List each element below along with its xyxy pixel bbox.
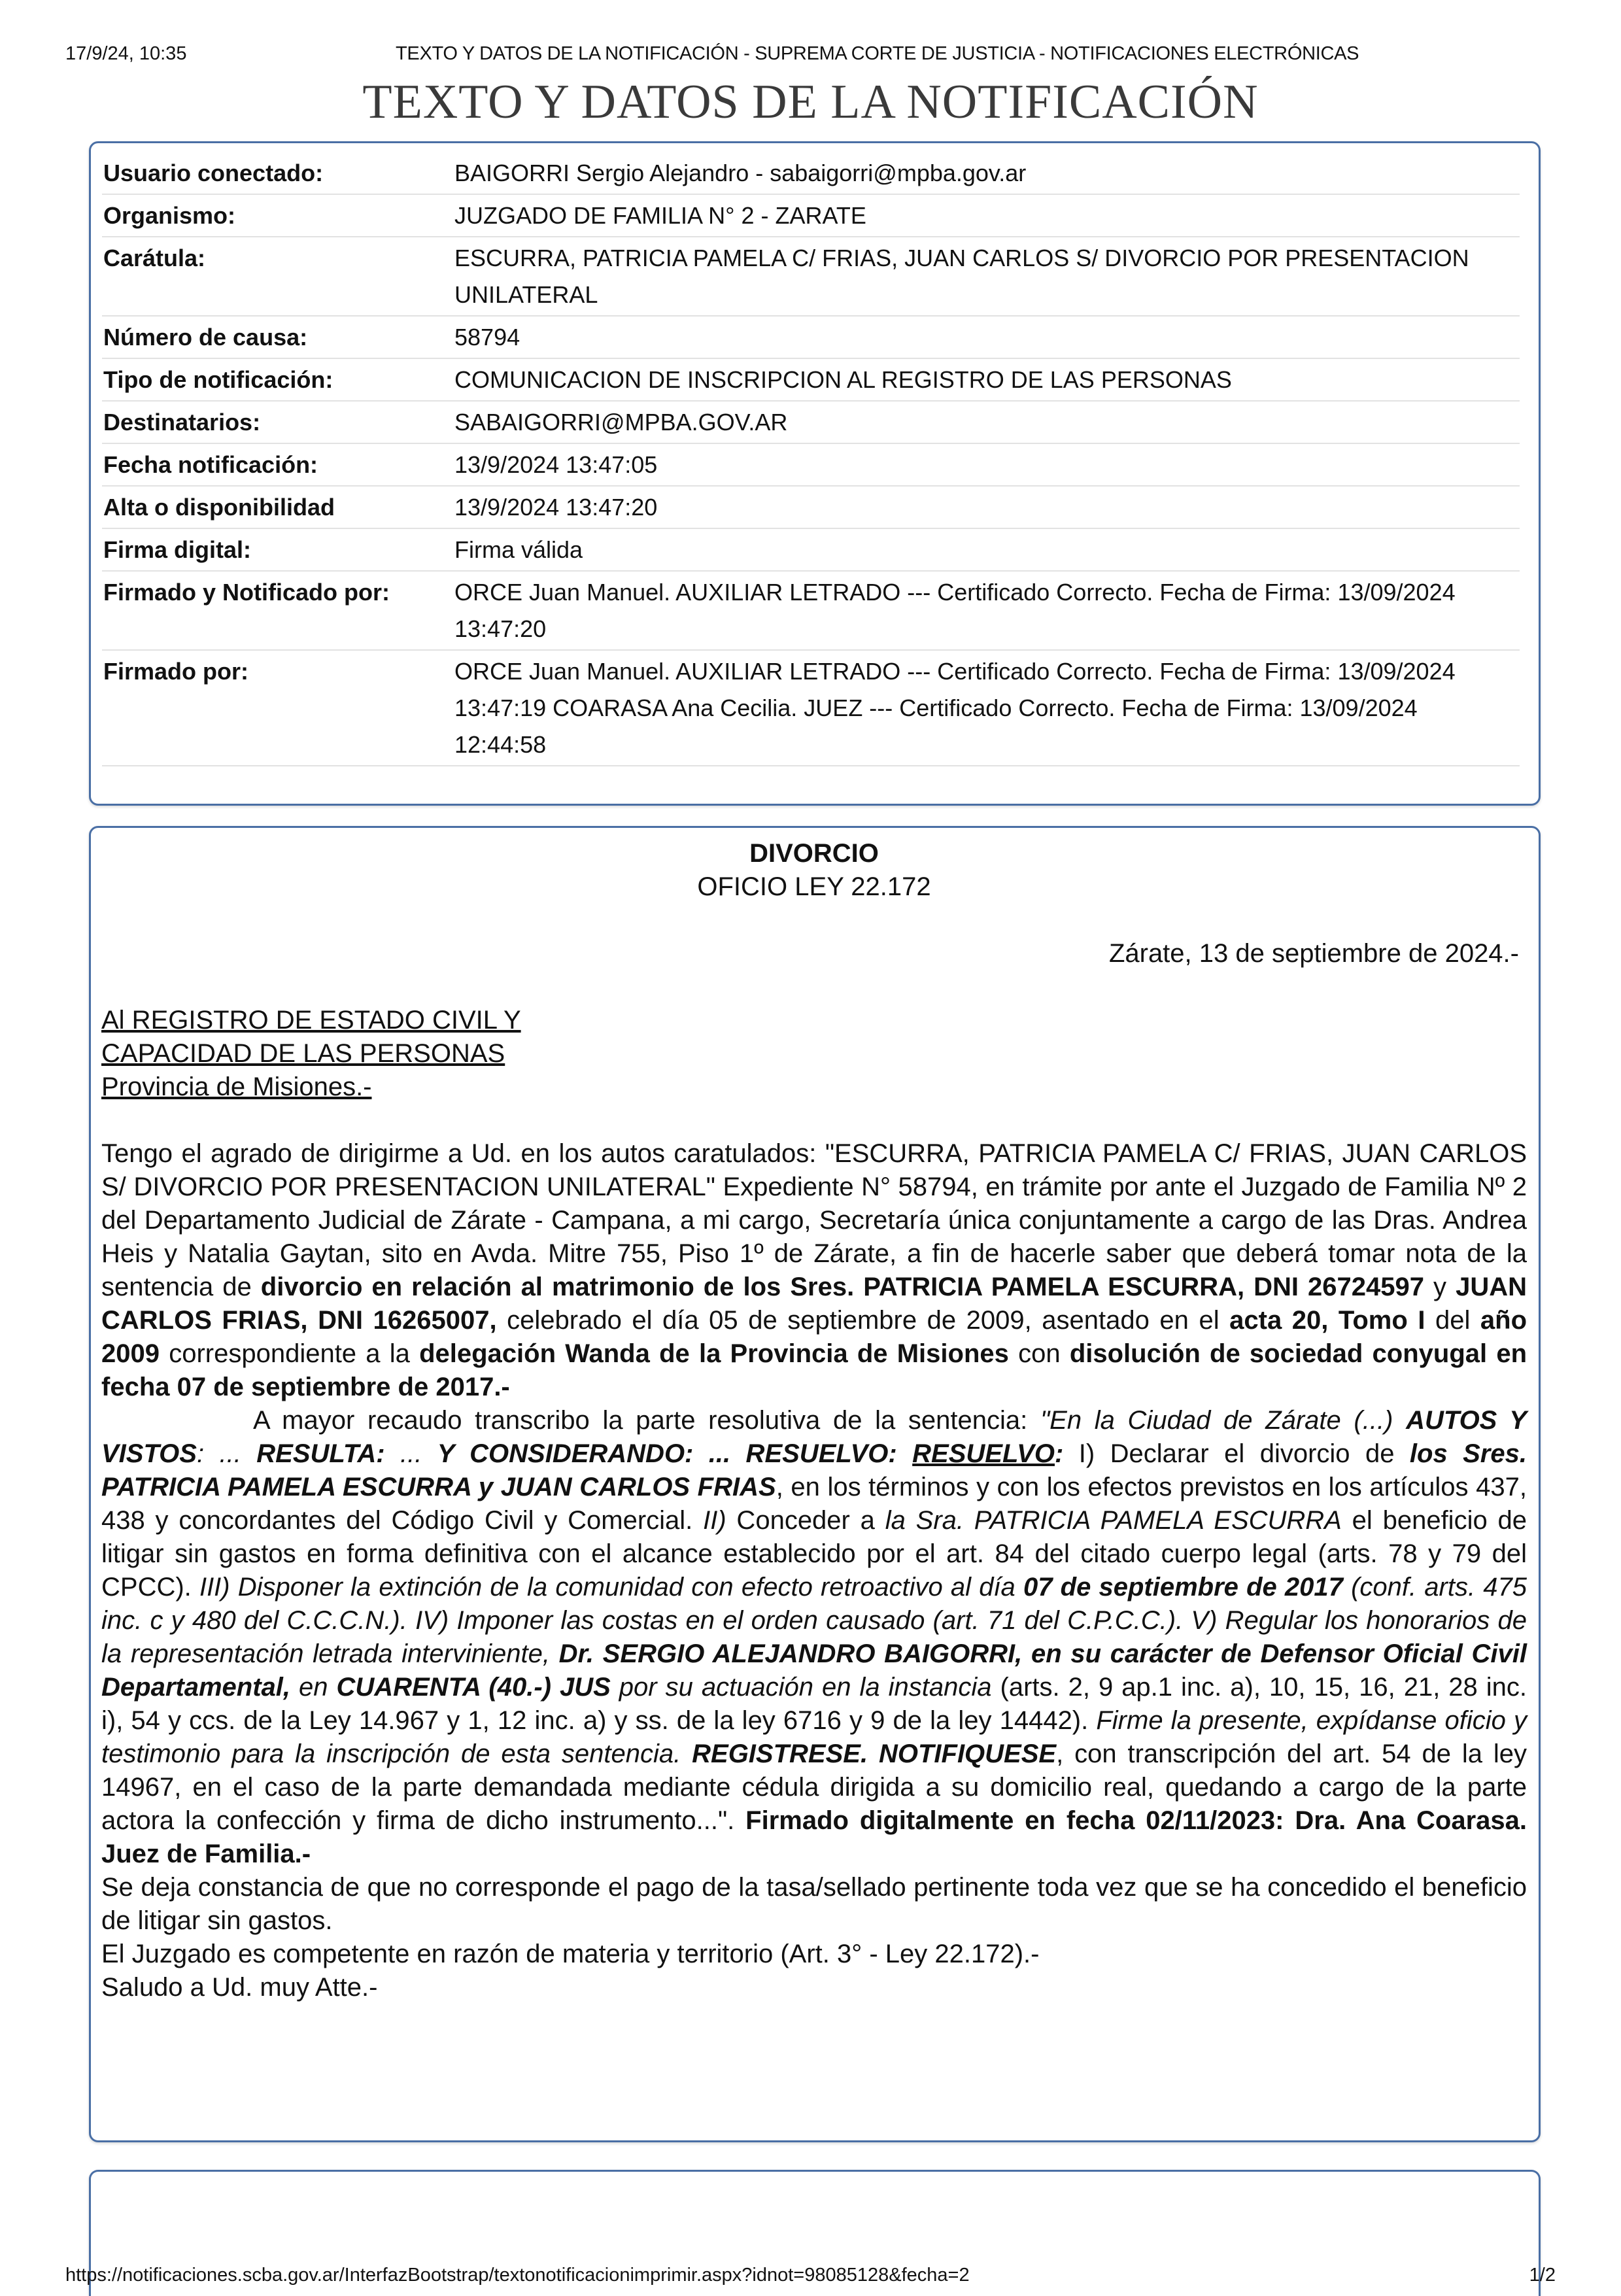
detail-row <box>102 529 1520 572</box>
print-header-title: TEXTO Y DATOS DE LA NOTIFICACIÓN - SUPREMA CORTE DE JUSTICIA - NOTIFICACIONES ELECTRÓNICAS <box>396 43 1359 64</box>
detail-label: Alta o disponibilidad <box>103 494 335 521</box>
detail-row <box>102 487 1520 529</box>
detail-row <box>102 651 1520 766</box>
detail-label: Organismo: <box>103 202 236 229</box>
detail-row <box>102 237 1520 317</box>
detail-value: 13/9/2024 13:47:20 <box>454 494 658 521</box>
detail-label: Firmado por: <box>103 658 248 685</box>
addressee-line: Al REGISTRO DE ESTADO CIVIL Y <box>101 1006 521 1035</box>
page-title: TEXTO Y DATOS DE LA NOTIFICACIÓN <box>362 75 1259 129</box>
detail-row <box>102 402 1520 444</box>
detail-label: Carátula: <box>103 245 206 271</box>
detail-value: ESCURRA, PATRICIA PAMELA C/ FRIAS, JUAN CARLOS S/ DIVORCIO POR PRESENTACION UNILATERAL <box>454 245 1469 308</box>
paragraph-fee-note: Se deja constancia de que no corresponde el pago de la tasa/sellado pertinente toda vez que se ha concedido el beneficio de litigar sin gastos. <box>101 1873 1527 1935</box>
document-subheading: OFICIO LEY 22.172 <box>697 872 931 901</box>
detail-value: 58794 <box>454 324 520 351</box>
paragraph-sentence: A mayor recaudo transcribo la parte resolutiva de la sentencia: "En la Ciudad de Zárate (...) AUTOS Y VISTOS: ... RESULTA: ... Y CONSIDERANDO: ... RESUELVO: RESUELVO: I) Declarar el divorcio de los Sres. PATRICIA PAMELA ESCURRA y JUAN CARLOS FRIAS, en los términos y con los efectos previstos en los artículos 437, 438 y concordantes del Código Civil y Comercial. II) Conceder a la Sra. PATRICIA PAMELA ESCURRA el beneficio de litigar sin gastos en forma definitiva con el alcance establecido por el art. 84 del citado cuerpo legal (arts. 78 y 79 del CPCC). III) Disponer la extinción de la comunidad con efecto retroactivo al día 07 de septiembre de 2017 (conf. arts. 475 inc. c y 480 del C.C.C.N.). IV) Imponer las costas en el orden causado (art. 71 del C.P.C.C.). V) Regular los honorarios de la representación letrada interviniente, Dr. SERGIO ALEJANDRO BAIGORRI, en su carácter de Defensor Oficial Civil Departamental, en CUARENTA (40.-) JUS por su actuación en la instancia (arts. 2, 9 ap.1 inc. a), 10, 15, 16, 21, 28 inc. i), 54 y ccs. de la Ley 14.967 y 1, 12 inc. a) y ss. de la ley 6716 y 9 de la ley 14442). Firme la presente, expídanse oficio y testimonio para la inscripción de esta sentencia. REGISTRESE. NOTIFIQUESE, con transcripción del art. 54 de la ley 14967, en el caso de la parte demandada mediante cédula dirigida a su domicilio real, quedando a cargo de la parte actora la confección y firma de dicho instrumento...". Firmado digitalmente en fecha 02/11/2023: Dra. Ana Coarasa. Juez de Familia.- <box>101 1406 1527 1868</box>
detail-value: SABAIGORRI@MPBA.GOV.AR <box>454 409 788 436</box>
detail-value: 13/9/2024 13:47:05 <box>454 451 658 478</box>
print-footer-url: https://notificaciones.scba.gov.ar/InterfazBootstrap/textonotificacionimprimir.aspx?idnot=98085128&fecha=2 <box>65 2265 970 2286</box>
detail-value: BAIGORRI Sergio Alejandro - sabaigorri@mpba.gov.ar <box>454 160 1027 186</box>
detail-row <box>102 317 1520 359</box>
detail-row <box>102 572 1520 651</box>
detail-label: Tipo de notificación: <box>103 366 333 393</box>
detail-label: Firmado y Notificado por: <box>103 579 390 606</box>
detail-label: Firma digital: <box>103 536 252 563</box>
notification-details-panel <box>89 141 1541 806</box>
addressee-line: CAPACIDAD DE LAS PERSONAS <box>101 1039 505 1068</box>
detail-label: Destinatarios: <box>103 409 261 436</box>
detail-row <box>102 359 1520 402</box>
closing-line: Saludo a Ud. muy Atte.- <box>101 1973 378 2002</box>
detail-row <box>102 444 1520 487</box>
detail-label: Número de causa: <box>103 324 308 351</box>
paragraph-intro: Tengo el agrado de dirigirme a Ud. en los autos caratulados: "ESCURRA, PATRICIA PAMELA C/ FRIAS, JUAN CARLOS S/ DIVORCIO POR PRESENTACION UNILATERAL" Expediente N° 58794, en trámite por ante el Juzgado de Familia Nº 2 del Departamento Judicial de Zárate - Campana, a mi cargo, Secretaría única conjuntamente a cargo de las Dras. Andrea Heis y Natalia Gaytan, sito en Avda. Mitre 755, Piso 1º de Zárate, a fin de hacerle saber que deberá tomar nota de la sentencia de divorcio en relación al matrimonio de los Sres. PATRICIA PAMELA ESCURRA, DNI 26724597 y JUAN CARLOS FRIAS, DNI 16265007, celebrado el día 05 de septiembre de 2009, asentado en el acta 20, Tomo I del año 2009 correspondiente a la delegación Wanda de la Provincia de Misiones con disolución de sociedad conyugal en fecha 07 de septiembre de 2017.- <box>101 1139 1527 1401</box>
detail-label: Fecha notificación: <box>103 451 318 478</box>
detail-value: JUZGADO DE FAMILIA N° 2 - ZARATE <box>454 202 866 229</box>
document-heading: DIVORCIO <box>749 839 879 868</box>
detail-value: ORCE Juan Manuel. AUXILIAR LETRADO --- Certificado Correcto. Fecha de Firma: 13/09/2024 13:47:20 <box>454 579 1456 642</box>
detail-row <box>102 195 1520 237</box>
detail-label: Usuario conectado: <box>103 160 324 186</box>
detail-value: ORCE Juan Manuel. AUXILIAR LETRADO --- Certificado Correcto. Fecha de Firma: 13/09/2024 13:47:19 COARASA Ana Cecilia. JUEZ --- Certificado Correcto. Fecha de Firma: 13/09/2024 12:44:58 <box>454 658 1456 758</box>
detail-row <box>102 152 1520 195</box>
paragraph-competence: El Juzgado es competente en razón de materia y territorio (Art. 3° - Ley 22.172).- <box>101 1940 1040 1968</box>
details-table <box>102 152 1520 766</box>
place-date: Zárate, 13 de septiembre de 2024.- <box>1108 939 1519 968</box>
detail-value: Firma válida <box>454 536 583 563</box>
print-datetime: 17/9/24, 10:35 <box>65 43 187 64</box>
print-page-number: 1/2 <box>1529 2265 1556 2286</box>
notification-document <box>101 837 1527 2004</box>
detail-value: COMUNICACION DE INSCRIPCION AL REGISTRO DE LAS PERSONAS <box>454 366 1232 393</box>
addressee-line: Provincia de Misiones.- <box>101 1072 372 1101</box>
